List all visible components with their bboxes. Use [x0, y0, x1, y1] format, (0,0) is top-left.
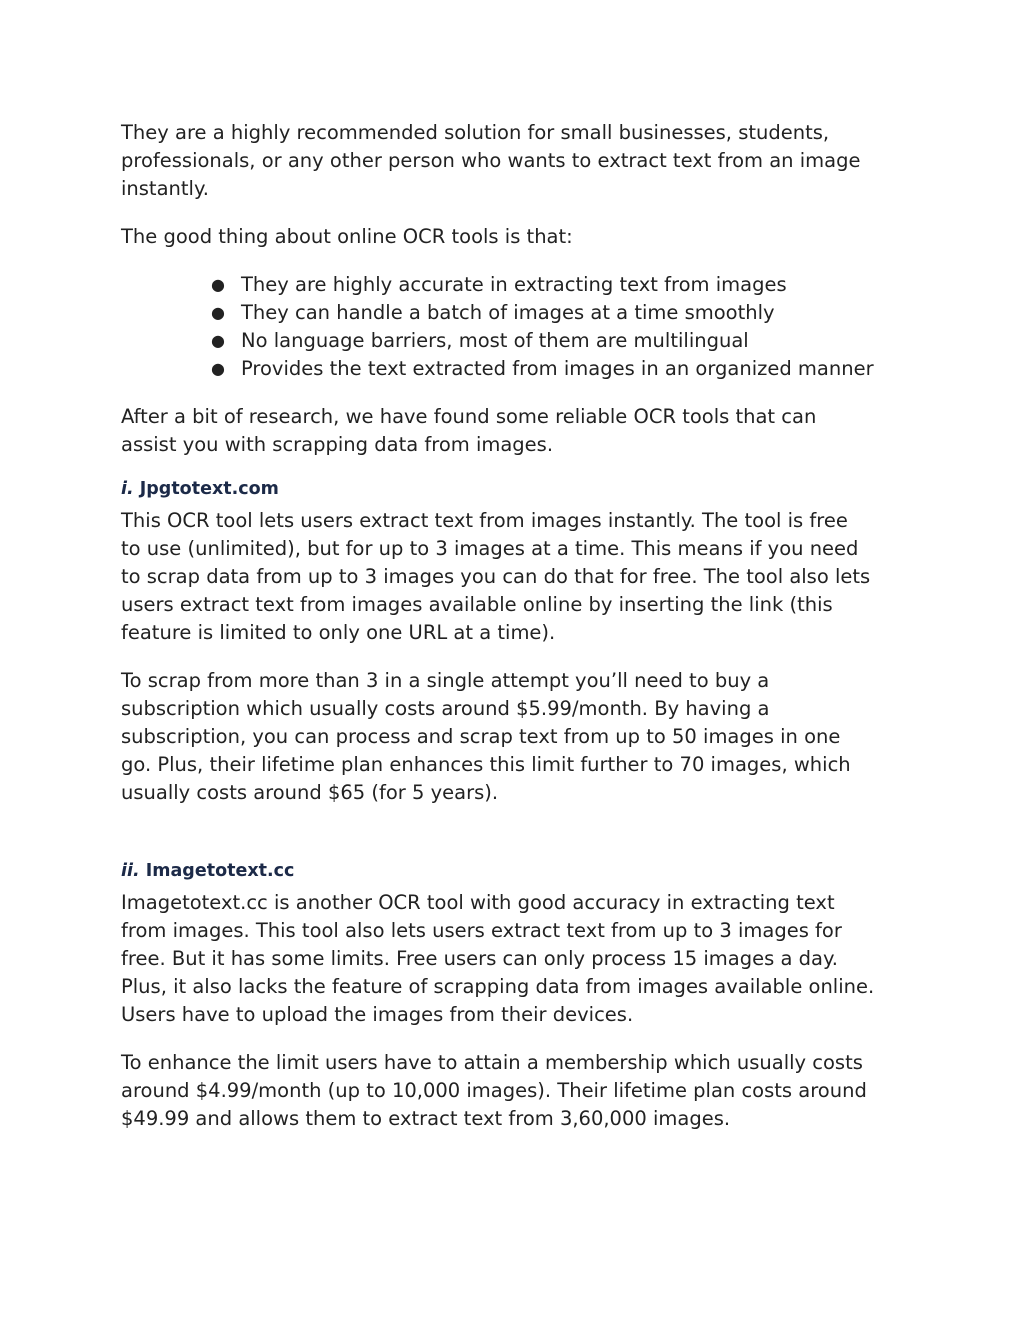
list-item — [211, 271, 911, 299]
section-title: Imagetotext.cc — [145, 861, 295, 881]
list-item — [211, 299, 911, 327]
list-item — [211, 327, 911, 355]
section-number: i. — [121, 479, 134, 499]
jpgtotext-paragraph-2: To scrap from more than 3 in a single attempt you’ll need to buy a subscription which usually costs around $5.99/month. By having a subscription, you can process and scrap text from up to 50 images in one go. Plus, their lifetime plan enhances this limit further to 70 images, which usually costs around $65 (for 5 years). — [121, 669, 851, 804]
bullet-icon: ● — [211, 359, 225, 378]
list-item-text: They are highly accurate in extracting text from images — [241, 273, 787, 296]
list-item — [211, 355, 911, 383]
section-number: ii. — [121, 861, 140, 881]
section-heading-imagetotext — [121, 859, 911, 883]
intro-paragraph: They are a highly recommended solution for small businesses, students, professionals, or any other person who wants to extract text from an image instantly. — [121, 121, 861, 200]
jpgtotext-paragraph-1: This OCR tool lets users extract text from images instantly. The tool is free to use (unlimited), but for up to 3 images at a time. This means if you need to scrap data from up to 3 images you can do that for free. The tool also lets users extract text from images available online by inserting the link (this feature is limited to only one URL at a time). — [121, 509, 871, 644]
list-item-text: They can handle a batch of images at a time smoothly — [241, 301, 775, 324]
bullet-icon: ● — [211, 331, 225, 350]
research-paragraph: After a bit of research, we have found some reliable OCR tools that can assist you with scrapping data from images. — [121, 405, 817, 456]
list-item-text: Provides the text extracted from images in an organized manner — [241, 357, 874, 380]
benefits-list — [121, 271, 911, 383]
imagetotext-paragraph-1: Imagetotext.cc is another OCR tool with good accuracy in extracting text from images. This tool also lets users extract text from up to 3 images for free. But it has some limits. Free users can only process 15 images a day. Plus, it also lacks the feature of scrapping data from images available online. Users have to upload the images from their devices. — [121, 891, 875, 1026]
bullet-icon: ● — [211, 303, 225, 322]
good-thing-paragraph: The good thing about online OCR tools is that: — [121, 225, 573, 248]
list-item-text: No language barriers, most of them are multilingual — [241, 329, 749, 352]
bullet-icon: ● — [211, 275, 225, 294]
document-page — [121, 119, 911, 1133]
section-title: Jpgtotext.com — [139, 479, 279, 499]
imagetotext-paragraph-2: To enhance the limit users have to attain a membership which usually costs around $4.99/month (up to 10,000 images). Their lifetime plan costs around $49.99 and allows them to extract text from 3,60,000 images. — [121, 1051, 867, 1130]
section-heading-jpgtotext — [121, 477, 911, 501]
